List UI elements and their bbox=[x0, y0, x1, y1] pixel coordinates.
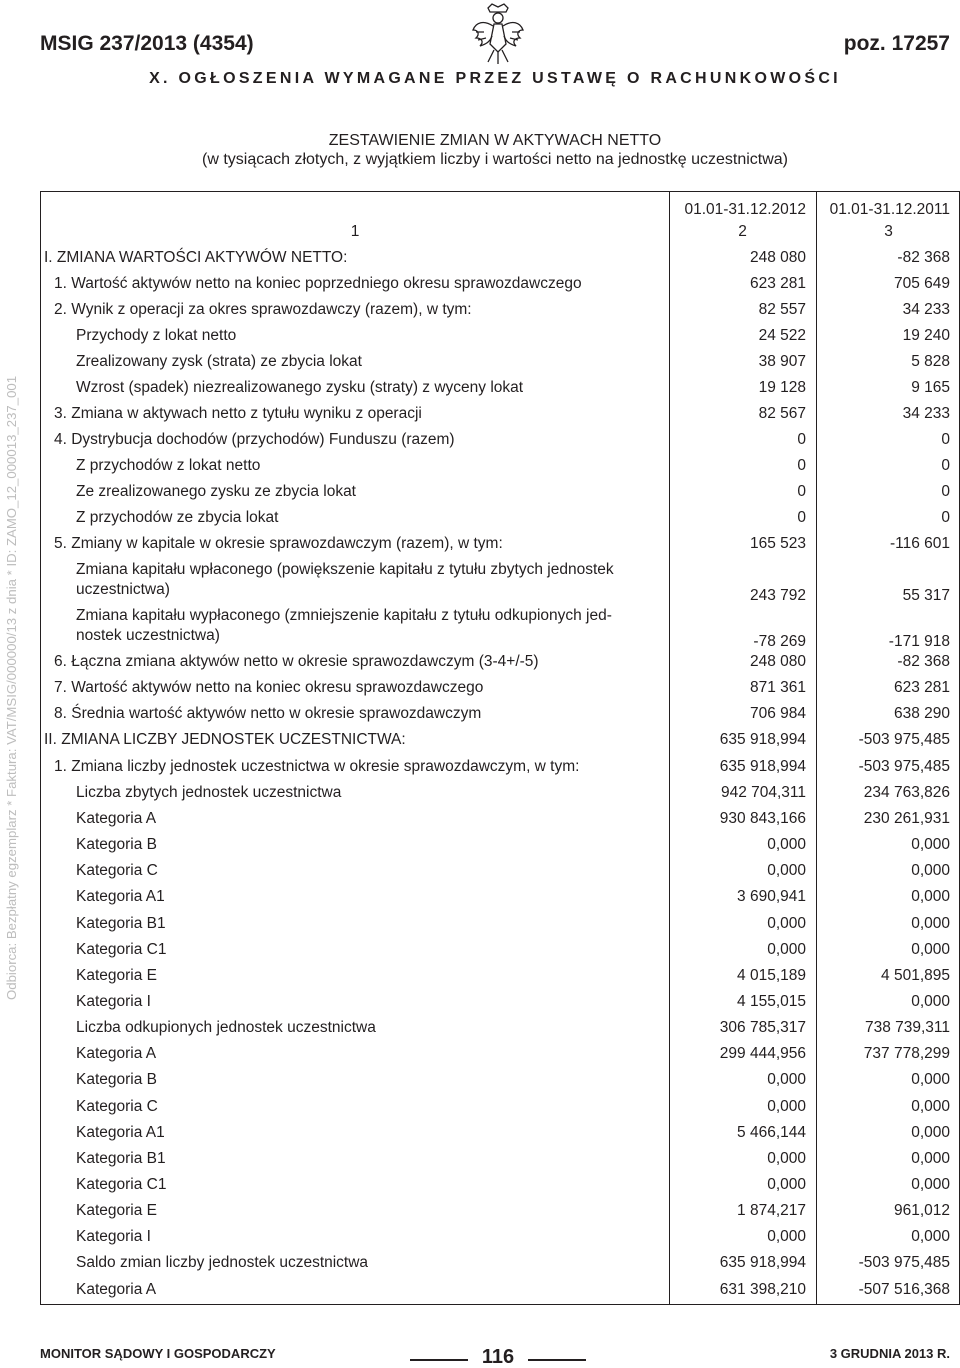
value-2012: 248 080 bbox=[749, 653, 806, 670]
row-label: Zmiana kapitału wypłaconego (zmniejszenie kapitału z tytułu odkupionych jed- bbox=[76, 607, 612, 624]
value-2012: 4 155,015 bbox=[737, 992, 806, 1010]
row-label: nostek uczestnictwa) bbox=[76, 627, 220, 644]
row-label: 1. Wartość aktywów netto na koniec poprzedniego okresu sprawozdawczego bbox=[54, 275, 582, 292]
footer-date: 3 GRUDNIA 2013 R. bbox=[829, 1346, 950, 1361]
column-header-2011: 01.01-31.12.2011 bbox=[829, 201, 950, 218]
value-2011: -82 368 bbox=[897, 653, 950, 670]
row-label: Kategoria B1 bbox=[76, 914, 166, 932]
value-2012: 942 704,311 bbox=[720, 783, 806, 801]
value-2011: -507 516,368 bbox=[858, 1280, 950, 1298]
value-2012: 38 907 bbox=[758, 353, 806, 370]
value-2012: 635 918,994 bbox=[719, 731, 806, 749]
row-label: Liczba odkupionych jednostek uczestnictwa bbox=[76, 1019, 376, 1037]
row-label: Kategoria A1 bbox=[76, 888, 165, 906]
column-header-2012: 01.01-31.12.2012 bbox=[684, 201, 806, 218]
value-2012: 0,000 bbox=[767, 1149, 806, 1167]
value-2011: 0,000 bbox=[911, 1071, 950, 1089]
value-2012: 1 874,217 bbox=[737, 1202, 806, 1220]
column-index-1: 1 bbox=[350, 223, 360, 240]
value-2012: 0,000 bbox=[767, 1071, 806, 1089]
row-label: I. ZMIANA WARTOŚCI AKTYWÓW NETTO: bbox=[44, 249, 348, 266]
value-2012: 930 843,166 bbox=[719, 809, 806, 827]
footer-publication-name: MONITOR SĄDOWY I GOSPODARCZY bbox=[40, 1346, 276, 1361]
value-2012: 82 557 bbox=[758, 301, 806, 318]
page-number: 116 bbox=[481, 1346, 515, 1368]
value-2011: 738 739,311 bbox=[864, 1019, 950, 1037]
row-label: Saldo zmian liczby jednostek uczestnictwa bbox=[76, 1254, 369, 1272]
row-label: Kategoria A1 bbox=[76, 1123, 165, 1141]
row-label: Kategoria E bbox=[76, 1202, 157, 1220]
row-label: 5. Zmiany w kapitale w okresie sprawozdawczym (razem), w tym: bbox=[54, 535, 503, 552]
row-label: Zrealizowany zysk (strata) ze zbycia lokat bbox=[76, 353, 362, 370]
row-label: Kategoria C1 bbox=[76, 1176, 167, 1193]
value-2011: -503 975,485 bbox=[858, 757, 950, 775]
value-2012: 706 984 bbox=[749, 705, 806, 723]
row-label: 1. Zmiana liczby jednostek uczestnictwa w okresie sprawozdawczym, w tym: bbox=[54, 757, 580, 775]
value-2011: 0,000 bbox=[911, 888, 950, 906]
value-2012: 0,000 bbox=[767, 940, 806, 958]
value-2012: 0,000 bbox=[767, 836, 806, 854]
value-2012: 4 015,189 bbox=[737, 966, 806, 984]
row-label: Z przychodów z lokat netto bbox=[76, 457, 261, 474]
value-2012: 243 792 bbox=[749, 587, 806, 604]
value-2012: 0 bbox=[797, 483, 806, 500]
row-label: 3. Zmiana w aktywach netto z tytułu wyniku z operacji bbox=[54, 405, 422, 422]
value-2012: 0 bbox=[797, 457, 806, 474]
net-assets-changes-table bbox=[40, 191, 960, 1305]
value-2012: 871 361 bbox=[749, 679, 806, 697]
row-label: Liczba zbytych jednostek uczestnictwa bbox=[76, 783, 342, 801]
row-label: Kategoria A bbox=[76, 1045, 157, 1063]
value-2011: -503 975,485 bbox=[858, 731, 950, 749]
row-label: 6. Łączna zmiana aktywów netto w okresie sprawozdawczym (3-4+/-5) bbox=[54, 653, 539, 670]
row-label: Kategoria B bbox=[76, 1071, 157, 1089]
value-2012: 3 690,941 bbox=[737, 888, 806, 906]
value-2011: 0,000 bbox=[911, 914, 950, 932]
row-label: II. ZMIANA LICZBY JEDNOSTEK UCZESTNICTWA: bbox=[44, 731, 406, 749]
issue-number: MSIG 237/2013 (4354) bbox=[40, 32, 254, 55]
value-2011: 0,000 bbox=[911, 836, 950, 854]
document-title: ZESTAWIENIE ZMIAN W AKTYWACH NETTO bbox=[328, 132, 662, 149]
value-2012: 5 466,144 bbox=[737, 1123, 806, 1141]
value-2011: 737 778,299 bbox=[863, 1045, 950, 1063]
row-label: Przychody z lokat netto bbox=[76, 327, 237, 344]
value-2011: 9 165 bbox=[911, 379, 950, 396]
row-label: 7. Wartość aktywów netto na koniec okresu sprawozdawczego bbox=[54, 679, 484, 697]
value-2012: 0,000 bbox=[767, 1176, 806, 1193]
value-2012: 0,000 bbox=[767, 1228, 806, 1246]
value-2011: 0,000 bbox=[911, 992, 950, 1010]
section-title: X. OGŁOSZENIA WYMAGANE PRZEZ USTAWĘ O RACHUNKOWOŚCI bbox=[149, 70, 841, 87]
value-2012: 165 523 bbox=[749, 535, 806, 552]
value-2012: 306 785,317 bbox=[719, 1019, 806, 1037]
value-2011: 34 233 bbox=[902, 405, 950, 422]
column-index-2: 2 bbox=[738, 223, 747, 240]
value-2012: 299 444,956 bbox=[719, 1045, 806, 1063]
value-2011: 19 240 bbox=[902, 327, 950, 344]
value-2011: 0,000 bbox=[911, 1123, 950, 1141]
value-2012: 623 281 bbox=[749, 275, 806, 292]
row-label: Kategoria A bbox=[76, 809, 157, 827]
value-2012: 24 522 bbox=[758, 327, 806, 344]
row-label: 2. Wynik z operacji za okres sprawozdawczy (razem), w tym: bbox=[54, 301, 472, 318]
row-label: Ze zrealizowanego zysku ze zbycia lokat bbox=[76, 483, 356, 500]
row-label: Wzrost (spadek) niezrealizowanego zysku (straty) z wyceny lokat bbox=[76, 379, 524, 396]
value-2012: -78 269 bbox=[753, 633, 806, 650]
value-2011: 234 763,826 bbox=[863, 783, 950, 801]
value-2011: 55 317 bbox=[902, 587, 950, 604]
value-2011: 0,000 bbox=[911, 1097, 950, 1115]
row-label: uczestnictwa) bbox=[76, 581, 170, 598]
value-2011: 4 501,895 bbox=[881, 966, 950, 984]
value-2011: 0 bbox=[941, 457, 950, 474]
row-label: 4. Dystrybucja dochodów (przychodów) Funduszu (razem) bbox=[54, 431, 455, 448]
row-label: Zmiana kapitału wpłaconego (powiększenie kapitału z tytułu zbytych jednostek bbox=[76, 561, 614, 578]
row-label: Kategoria E bbox=[76, 966, 157, 984]
document-subtitle: (w tysiącach złotych, z wyjątkiem liczby i wartości netto na jednostkę uczestnictwa) bbox=[202, 151, 788, 168]
value-2012: 0 bbox=[797, 431, 806, 448]
position-number: poz. 17257 bbox=[843, 32, 950, 55]
value-2011: 0,000 bbox=[911, 862, 950, 880]
value-2011: 0 bbox=[941, 483, 950, 500]
value-2011: 0,000 bbox=[911, 1149, 950, 1167]
value-2011: 961,012 bbox=[893, 1202, 950, 1220]
value-2012: 0,000 bbox=[767, 1097, 806, 1115]
column-index-3: 3 bbox=[884, 223, 893, 240]
value-2011: -82 368 bbox=[897, 249, 950, 266]
page-number-rule bbox=[528, 1359, 586, 1361]
value-2011: 230 261,931 bbox=[863, 809, 950, 827]
value-2011: -171 918 bbox=[888, 633, 950, 650]
value-2011: 623 281 bbox=[893, 679, 950, 697]
row-label: Kategoria I bbox=[76, 992, 151, 1010]
row-label: Kategoria A bbox=[76, 1280, 157, 1298]
value-2011: 0,000 bbox=[911, 1228, 950, 1246]
value-2011: 638 290 bbox=[893, 705, 950, 723]
row-label: Z przychodów ze zbycia lokat bbox=[76, 509, 279, 526]
row-label: Kategoria B1 bbox=[76, 1149, 166, 1167]
recipient-watermark: Odbiorca: Bezpłatny egzemplarz * Faktura: VAT/MSIG/000000/13 z dnia * ID: ZAMO_12_000013_237_001 bbox=[4, 375, 19, 1000]
column-divider bbox=[669, 192, 670, 1304]
value-2012: 635 918,994 bbox=[719, 1254, 806, 1272]
value-2012: 82 567 bbox=[758, 405, 806, 422]
value-2012: 19 128 bbox=[758, 379, 806, 396]
row-label: Kategoria C1 bbox=[76, 940, 167, 958]
row-label: Kategoria I bbox=[76, 1228, 151, 1246]
value-2011: 0,000 bbox=[911, 940, 950, 958]
value-2012: 0 bbox=[797, 509, 806, 526]
row-label: Kategoria C bbox=[76, 1097, 158, 1115]
value-2011: -503 975,485 bbox=[858, 1254, 950, 1272]
value-2012: 635 918,994 bbox=[719, 757, 806, 775]
value-2011: 5 828 bbox=[911, 353, 950, 370]
column-divider bbox=[816, 192, 817, 1304]
value-2011: 705 649 bbox=[893, 275, 950, 292]
value-2011: 0 bbox=[941, 431, 950, 448]
coat-of-arms-eagle-icon bbox=[470, 2, 526, 66]
value-2011: 0,000 bbox=[911, 1176, 950, 1193]
value-2012: 0,000 bbox=[767, 914, 806, 932]
row-label: Kategoria C bbox=[76, 862, 158, 880]
value-2012: 0,000 bbox=[767, 862, 806, 880]
value-2012: 631 398,210 bbox=[719, 1280, 806, 1298]
row-label: Kategoria B bbox=[76, 836, 157, 854]
value-2011: 34 233 bbox=[902, 301, 950, 318]
value-2012: 248 080 bbox=[749, 249, 806, 266]
value-2011: 0 bbox=[941, 509, 950, 526]
row-label: 8. Średnia wartość aktywów netto w okresie sprawozdawczym bbox=[54, 705, 482, 723]
value-2011: -116 601 bbox=[889, 535, 950, 552]
